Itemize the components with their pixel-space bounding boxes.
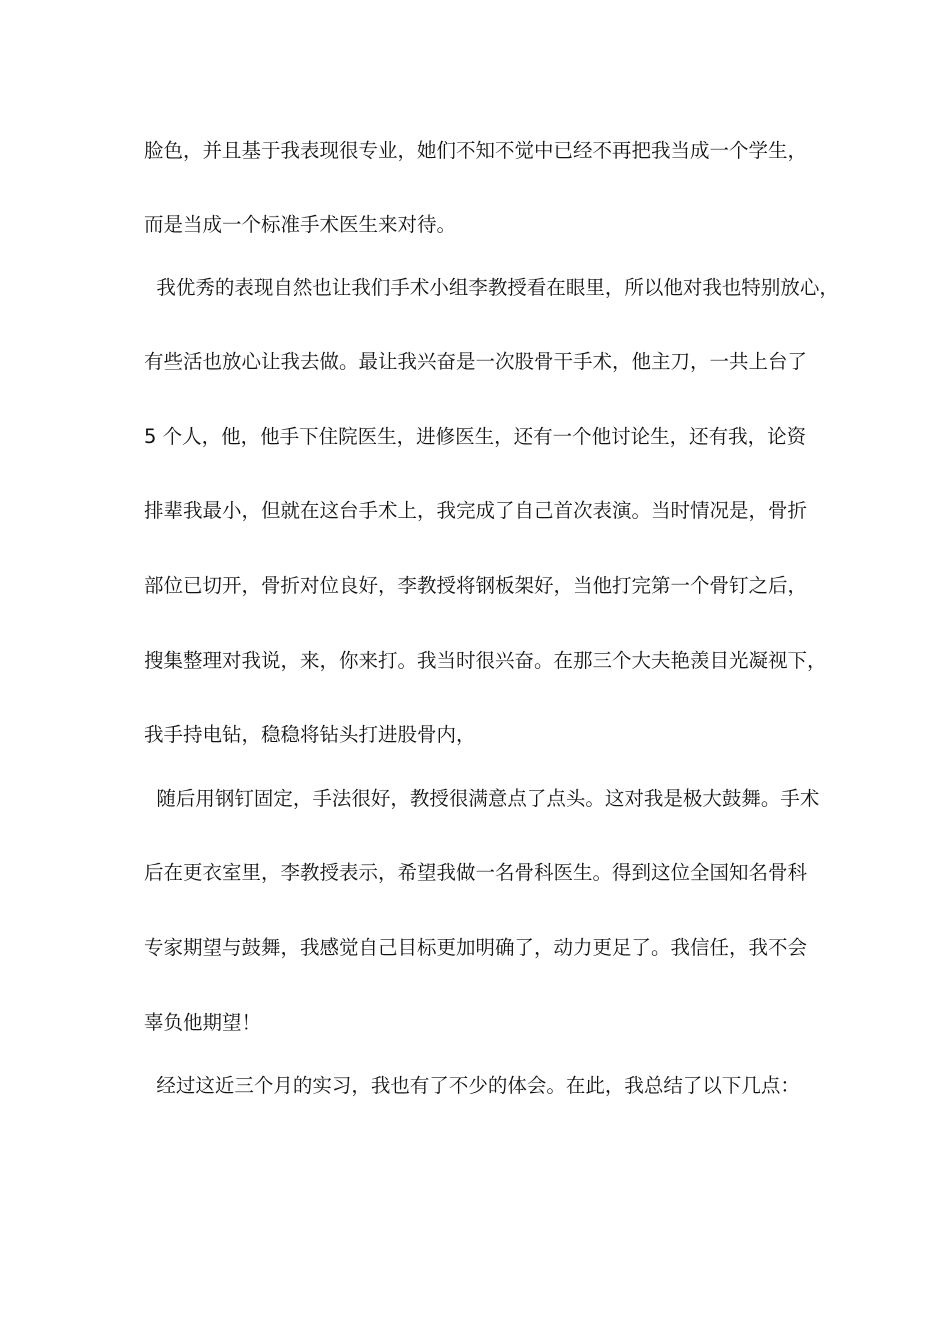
text-line-9: 我手持电钻，稳稳将钻头打进股骨内， [144,723,476,746]
text-line-1: 脸色，并且基于我表现很专业，她们不知不觉中已经不再把我当成一个学生， [144,139,808,162]
text-line-8: 搜集整理对我说，来，你来打。我当时很兴奋。在那三个大夫艳羡目光凝视下， [144,649,827,672]
text-line-12: 专家期望与鼓舞，我感觉自己目标更加明确了，动力更足了。我信任，我不会 [144,936,808,959]
text-line-13: 辜负他期望！ [144,1011,262,1034]
text-line-11: 后在更衣室里，李教授表示，希望我做一名骨科医生。得到这位全国知名骨科 [144,861,808,884]
text-line-3: 我优秀的表现自然也让我们手术小组李教授看在眼里，所以他对我也特别放心， [144,276,839,299]
text-line-6: 排辈我最小，但就在这台手术上，我完成了自己首次表演。当时情况是，骨折 [144,499,808,522]
text-line-7: 部位已切开，骨折对位良好，李教授将钢板架好，当他打完第一个骨钉之后， [144,574,808,597]
text-line-5: 5 个人，他，他手下住院医生，进修医生，还有一个他讨论生，还有我，论资 [144,425,807,448]
text-line-14: 经过这近三个月的实习，我也有了不少的体会。在此，我总结了以下几点： [144,1074,800,1097]
text-line-10: 随后用钢钉固定，手法很好，教授很满意点了点头。这对我是极大鼓舞。手术 [144,787,820,810]
text-line-4: 有些活也放心让我去做。最让我兴奋是一次股骨干手术，他主刀，一共上台了 [144,350,808,373]
text-line-2: 而是当成一个标准手术医生来对待。 [144,213,457,236]
